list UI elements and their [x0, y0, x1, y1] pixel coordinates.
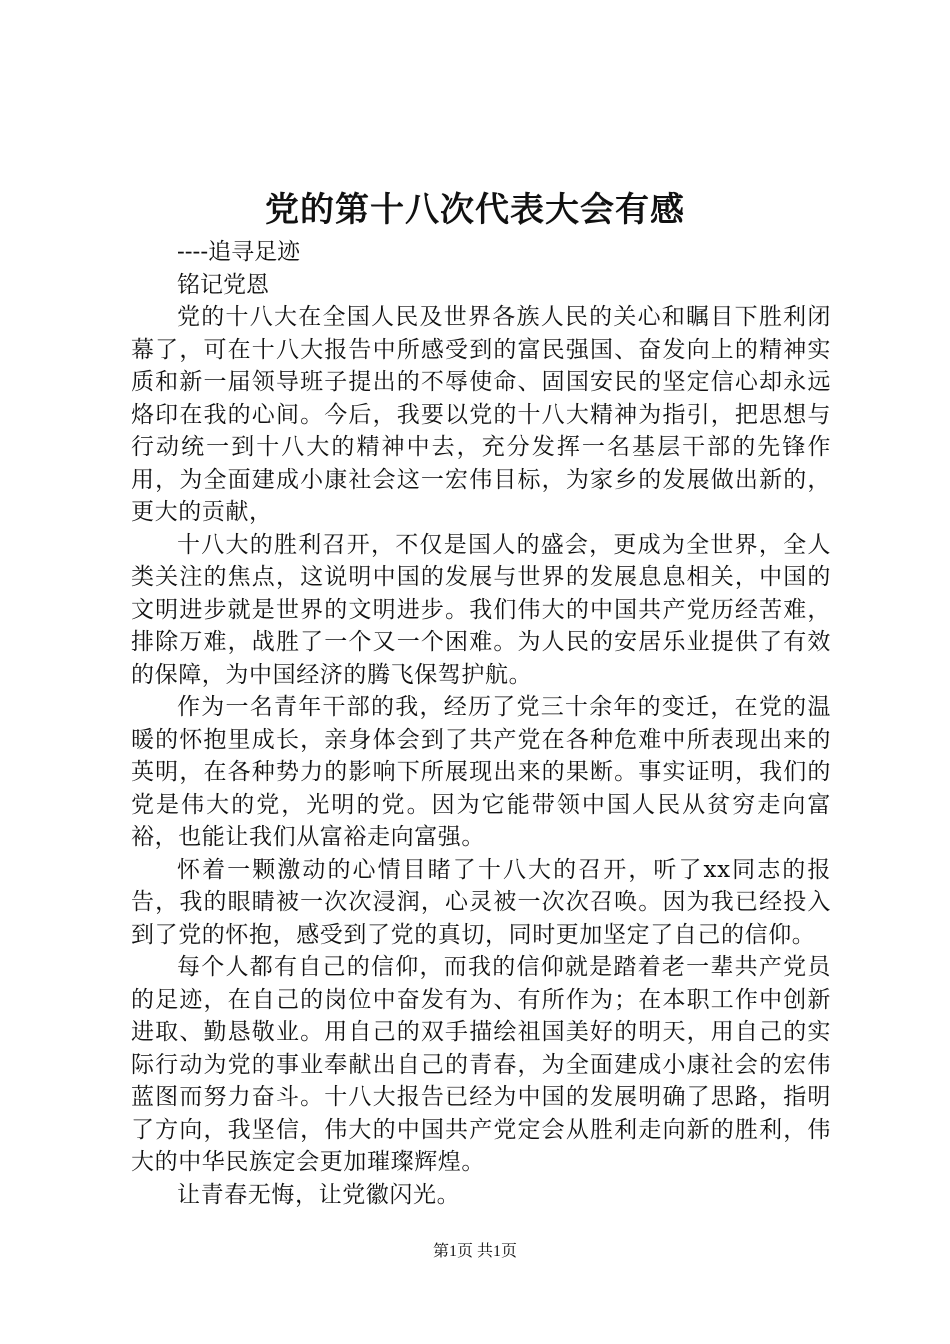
- paragraph: 让青春无悔，让党徽闪光。: [177, 1181, 461, 1208]
- document-subtitle: ----追寻足迹: [177, 239, 301, 265]
- paragraph: 作为一名青年干部的我，经历了党三十余年的变迁，在党的温暖的怀抱里成长，亲身体会到了共产党在各种危难中所表现出来的英明，在各种势力的影响下所展现出来的果断。事实证明，我们的党是伟大的党，光明的党。因为它能带领中国人民从贫穷走向富裕，也能让我们从富裕走向富强。: [131, 694, 831, 850]
- paragraph: 怀着一颗激动的心情目睹了十八大的召开，听了xx同志的报告，我的眼睛被一次次浸润，心灵被一次次召唤。因为我已经投入到了党的怀抱，感受到了党的真切，同时更加坚定了自己的信仰。: [131, 856, 831, 948]
- paragraph: 每个人都有自己的信仰，而我的信仰就是踏着老一辈共产党员的足迹，在自己的岗位中奋发有为、有所作为；在本职工作中创新进取、勤恳敬业。用自己的双手描绘祖国美好的明天，用自己的实际行动为党的事业奉献出自己的青春，为全面建成小康社会的宏伟蓝图而努力奋斗。十八大报告已经为中国的发展明确了思路，指明了方向，我坚信，伟大的中国共产党定会从胜利走向新的胜利，伟大的中华民族定会更加璀璨辉煌。: [131, 954, 831, 1175]
- document-body: [131, 236, 831, 1211]
- paragraph: 党的十八大在全国人民及世界各族人民的关心和瞩目下胜利闭幕了，可在十八大报告中所感受到的富民强国、奋发向上的精神实质和新一届领导班子提出的不辱使命、固国安民的坚定信心却永远烙印在我的心间。今后，我要以党的十八大精神为指引，把思想与行动统一到十八大的精神中去，充分发挥一名基层干部的先锋作用，为全面建成小康社会这一宏伟目标，为家乡的发展做出新的，更大的贡献，: [131, 304, 831, 525]
- document-title: 党的第十八次代表大会有感: [265, 190, 685, 230]
- paragraph: 十八大的胜利召开，不仅是国人的盛会，更成为全世界，全人类关注的焦点，这说明中国的发展与世界的发展息息相关，中国的文明进步就是世界的文明进步。我们伟大的中国共产党历经苦难，排除万难，战胜了一个又一个困难。为人民的安居乐业提供了有效的保障，为中国经济的腾飞保驾护航。: [131, 531, 831, 688]
- document-heading: 铭记党恩: [177, 271, 269, 298]
- page-footer: 第1页 共1页: [432, 1243, 517, 1260]
